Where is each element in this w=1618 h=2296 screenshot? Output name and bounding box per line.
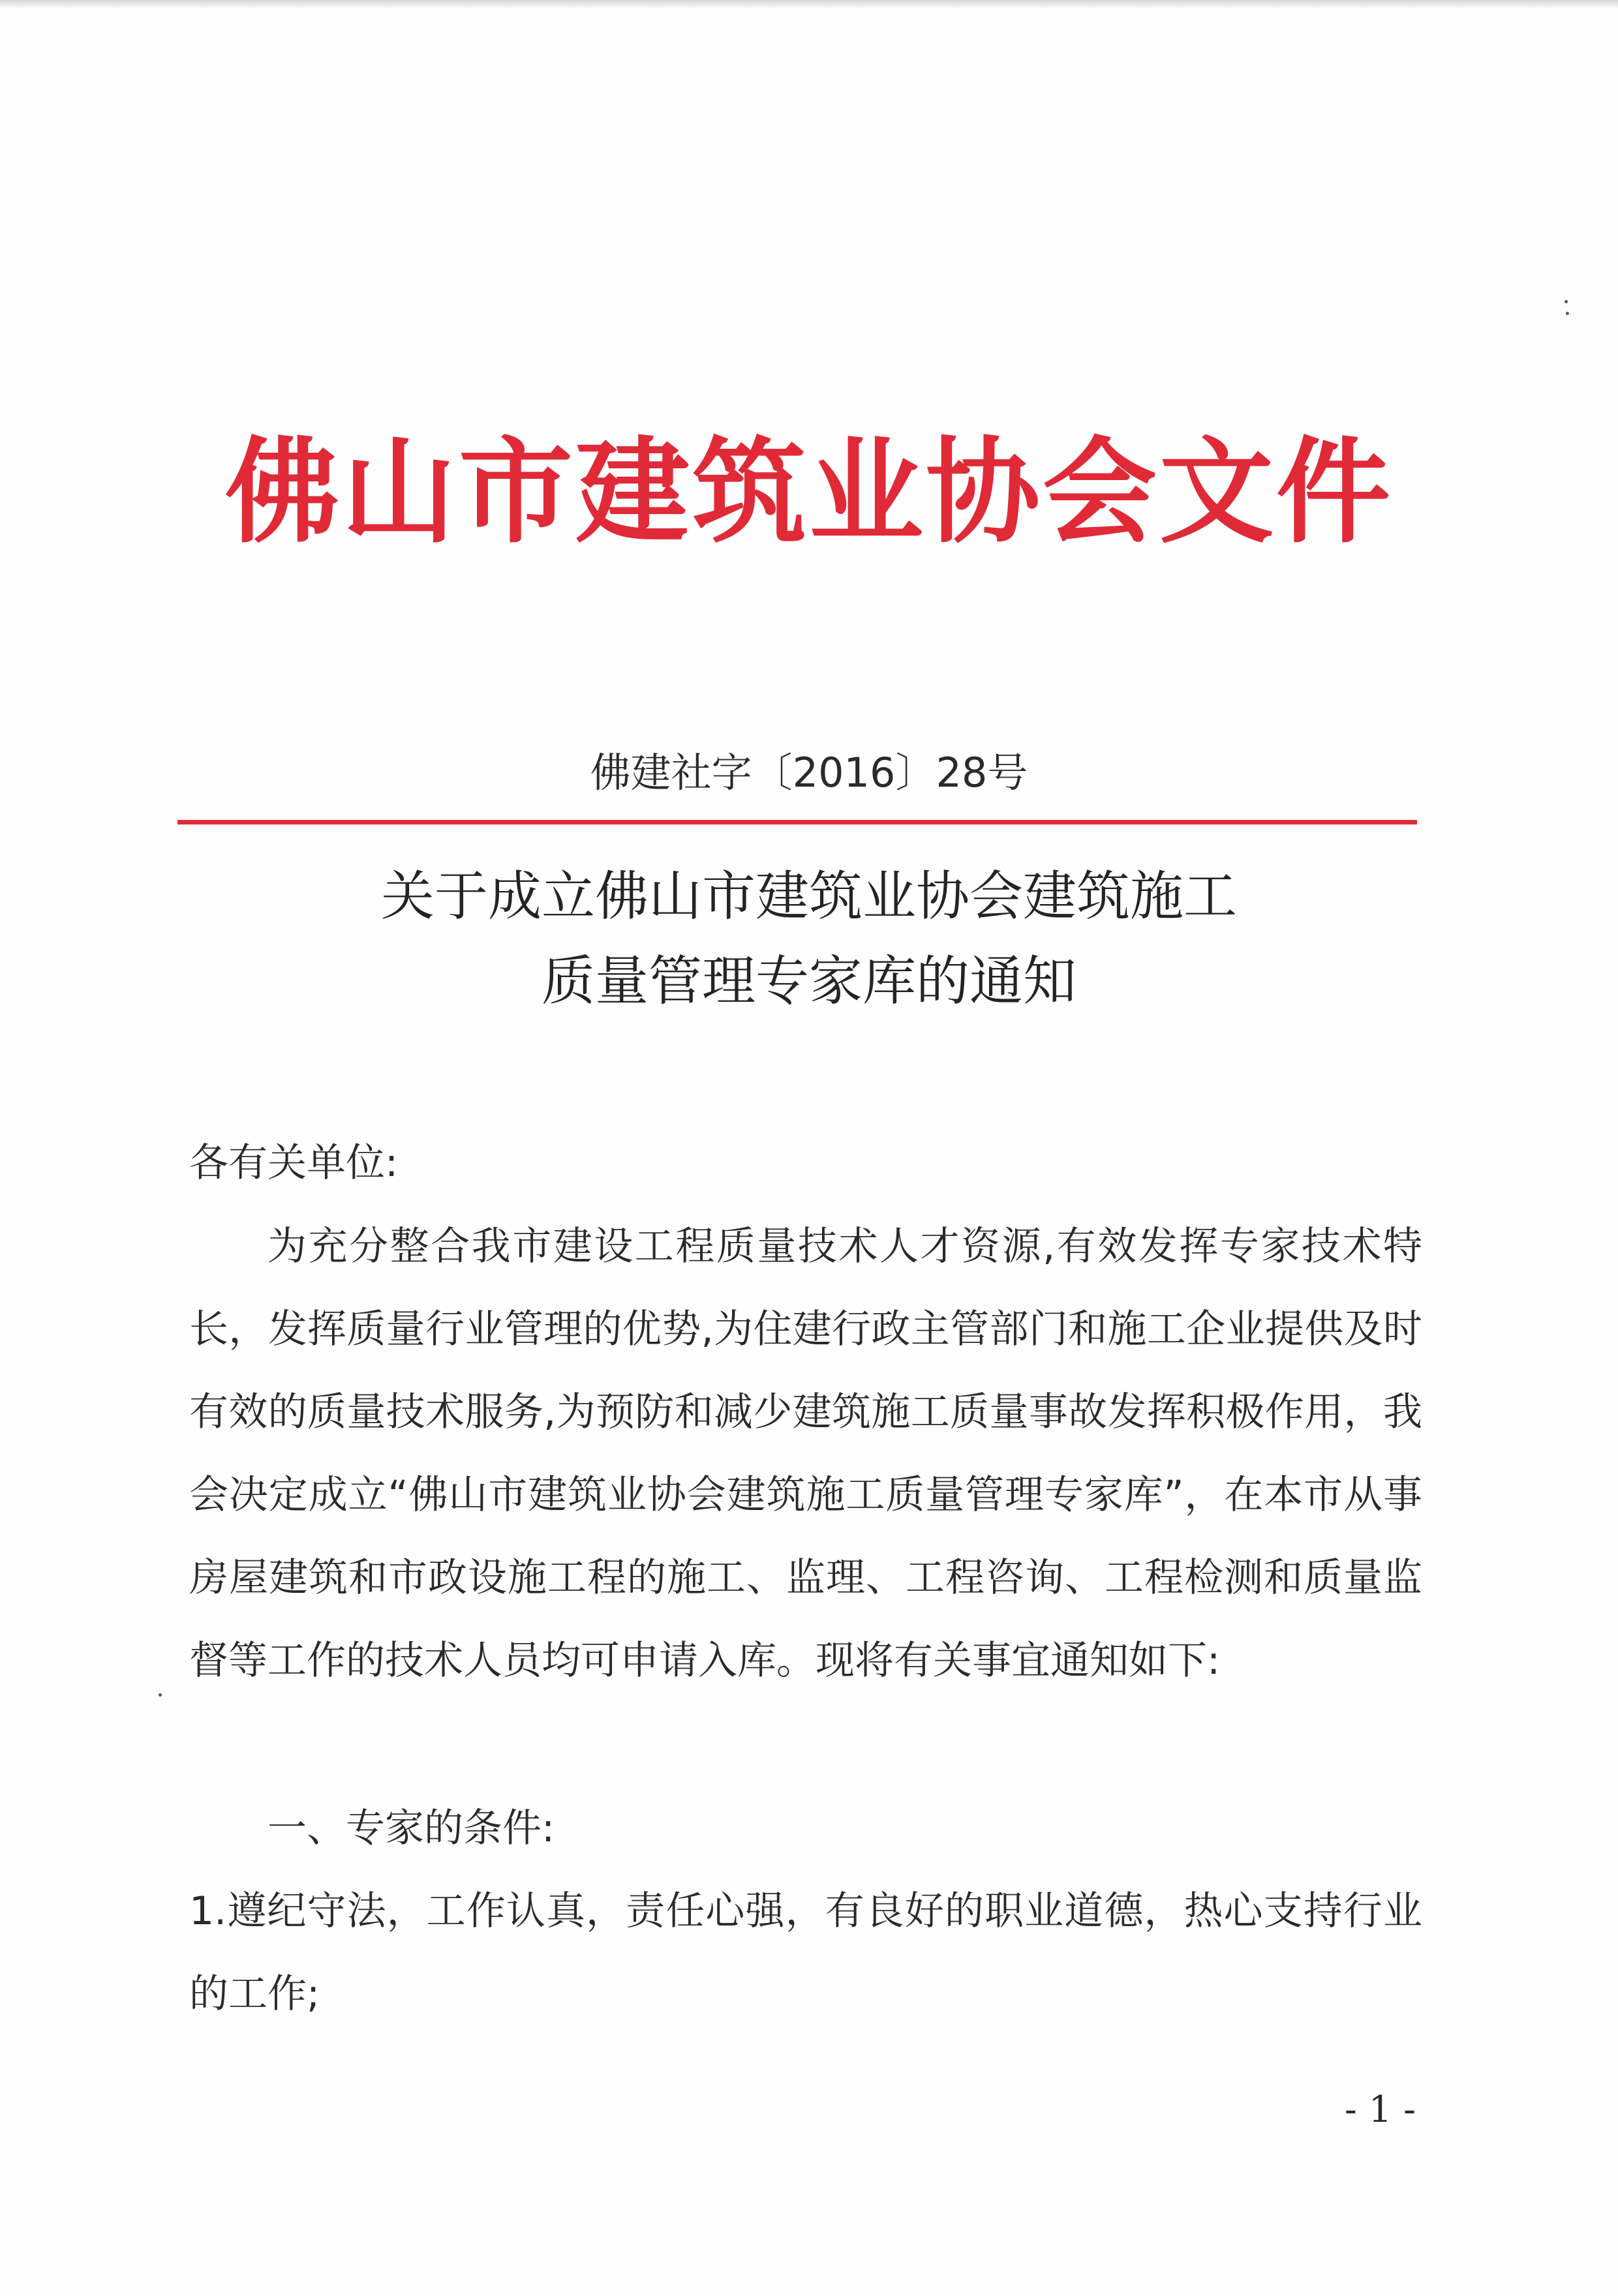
scan-speck <box>159 1693 162 1697</box>
document-title-line-2: 质量管理专家库的通知 <box>541 950 1076 1012</box>
scan-speck <box>1565 300 1568 303</box>
scan-top-edge <box>0 0 1618 9</box>
salutation: 各有关单位: <box>189 1140 399 1186</box>
page-number: - 1 - <box>1344 2089 1416 2131</box>
document-title-line-1: 关于成立佛山市建筑业协会建筑施工 <box>380 866 1237 928</box>
document-number: 佛建社字〔2016〕28号 <box>590 749 1028 796</box>
document-title <box>0 854 1618 1024</box>
condition-item-1: 1.遵纪守法，工作认真，责任心强，有良好的职业道德，热心支持行业的工作; <box>189 1888 1422 2017</box>
section-heading: 一、专家的条件: <box>267 1805 555 1851</box>
scan-speck <box>1566 312 1569 315</box>
red-divider-rule <box>177 820 1417 824</box>
masthead: 佛山市建筑业协会文件 <box>225 425 1393 559</box>
body-paragraph: 为充分整合我市建设工程质量技术人才资源,有效发挥专家技术特长，发挥质量行业管理的优势,为住建行政主管部门和施工企业提供及时有效的质量技术服务,为预防和减少建筑施工质量事故发挥积极作用，我会决定成立“佛山市建筑业协会建筑施工质量管理专家库”，在本市从事房屋建筑和市政设施工程的施工、监理、工程咨询、工程检测和质量监督等工作的技术人员均可申请入库。现将有关事宜通知如下: <box>189 1224 1422 1684</box>
